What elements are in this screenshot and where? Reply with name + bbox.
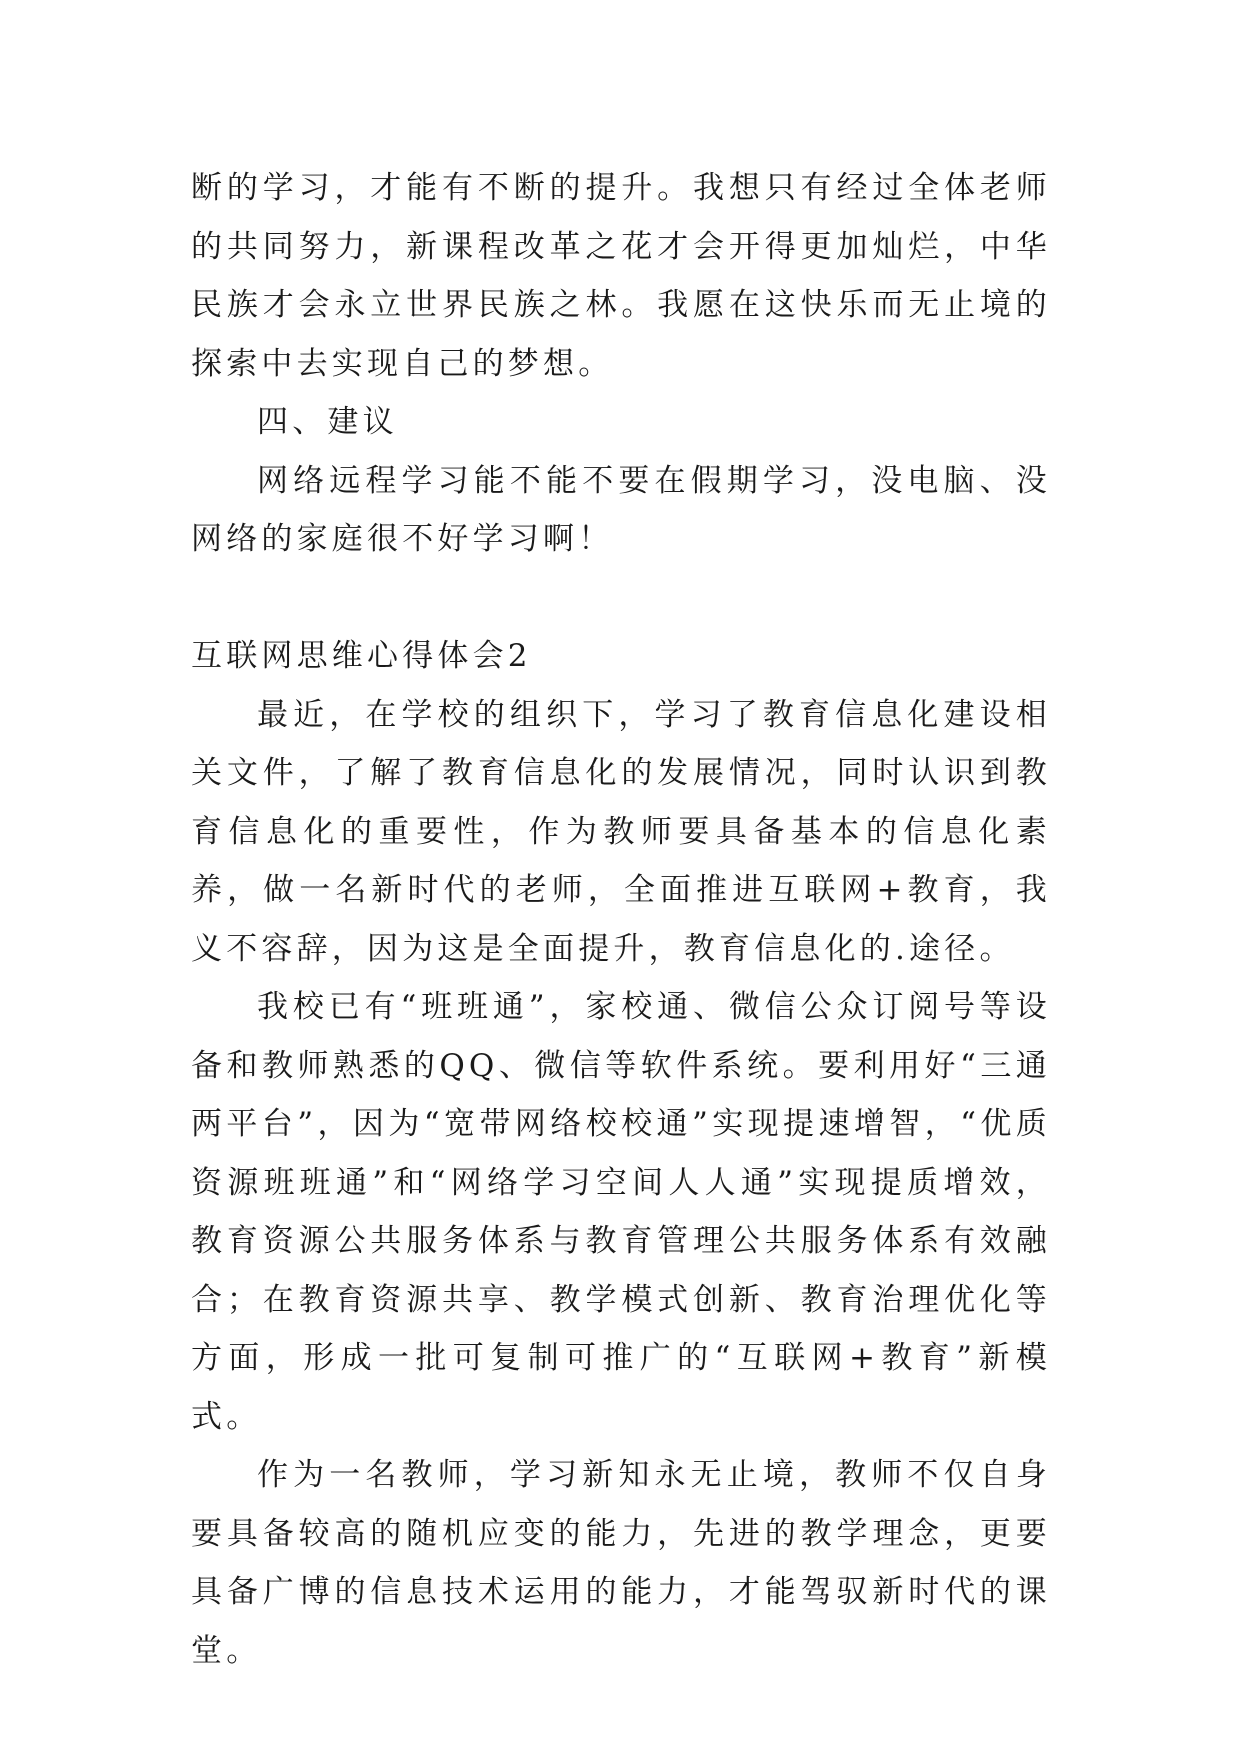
heading-suggestions: 四、建议 xyxy=(257,404,398,440)
paragraph-continuation: 断的学习，才能有不断的提升。我想只有经过全体老师的共同努力，新课程改革之花才会开得更加灿烂，中华民族才会永立世界民族之林。我愿在这快乐而无止境的探索中去实现自己的梦想。 xyxy=(191,170,1051,382)
paragraph-recently: 最近，在学校的组织下，学习了教育信息化建设相关文件，了解了教育信息化的发展情况，同时认识到教育信息化的重要性，作为教师要具备基本的信息化素养，做一名新时代的老师，全面推进互联网+教育，我义不容辞，因为这是全面提升，教育信息化的.途径。 xyxy=(191,696,1051,967)
document-body xyxy=(191,159,1051,1680)
paragraph-as-teacher: 作为一名教师，学习新知永无止境，教师不仅自身要具备较高的随机应变的能力，先进的教学理念，更要具备广博的信息技术运用的能力，才能驾驭新时代的课堂。 xyxy=(191,1457,1051,1669)
paragraph-suggestion: 网络远程学习能不能不要在假期学习，没电脑、没网络的家庭很不好学习啊！ xyxy=(191,462,1051,557)
section-title: 互联网思维心得体会2 xyxy=(191,638,532,674)
paragraph-school-systems: 我校已有“班班通”，家校通、微信公众订阅号等设备和教师熟悉的QQ、微信等软件系统。要利用好“三通两平台”，因为“宽带网络校校通”实现提速增智，“优质资源班班通”和“网络学习空间人人通”实现提质增效，教育资源公共服务体系与教育管理公共服务体系有效融合；在教育资源共享、教学模式创新、教育治理优化等方面，形成一批可复制可推广的“互联网+教育”新模式。 xyxy=(191,989,1051,1435)
